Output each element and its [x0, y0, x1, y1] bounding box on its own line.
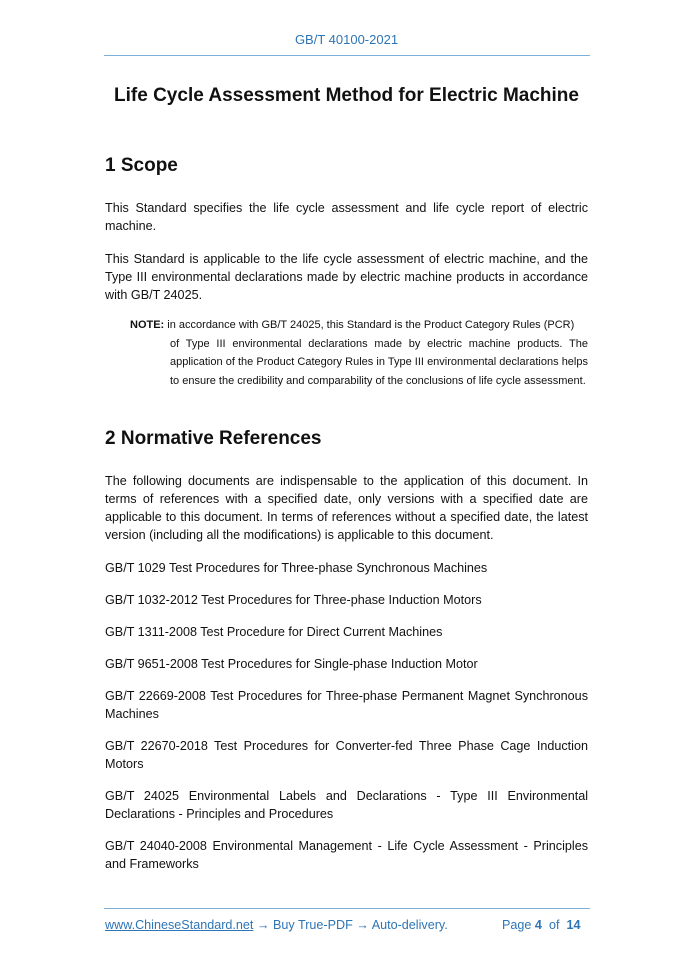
reference-item: GB/T 9651-2008 Test Procedures for Single-phase Induction Motor: [105, 657, 478, 671]
website-link[interactable]: www.ChineseStandard.net: [105, 918, 254, 932]
document-title: Life Cycle Assessment Method for Electric Machine: [114, 85, 579, 106]
current-page: 4: [534, 918, 542, 932]
page-label: Page: [502, 918, 532, 932]
scope-paragraph: This Standard specifies the life cycle assessment and life cycle report of electric machine.: [105, 201, 588, 233]
reference-item: GB/T 1311-2008 Test Procedure for Direct Current Machines: [105, 625, 443, 639]
page-indicator: [502, 918, 580, 932]
document-id-header: GB/T 40100-2021: [294, 32, 399, 47]
reference-item: GB/T 22669-2008 Test Procedures for Three-phase Permanent Magnet Synchronous Machines: [105, 689, 588, 721]
scope-note: [130, 316, 588, 390]
note-body: of Type III environmental declarations made by electric machine products. The application of the Product Category Rules in Type III environmental declarations helps to ensure the credibility and comparability of the conclusions of life cycle assessment.: [170, 337, 588, 387]
reference-item: GB/T 24040-2008 Environmental Management - Life Cycle Assessment - Principles and Frameworks: [105, 839, 588, 871]
note-label: NOTE:: [130, 319, 165, 331]
reference-item: GB/T 1032-2012 Test Procedures for Three-phase Induction Motors: [105, 593, 482, 607]
of-label: of: [548, 918, 560, 932]
reference-item: GB/T 22670-2018 Test Procedures for Converter-fed Three Phase Cage Induction Motors: [105, 739, 588, 771]
scope-paragraph: This Standard is applicable to the life cycle assessment of electric machine, and the Type III environmental declarations made by electric machine products in accordance with GB/T 24025.: [105, 252, 588, 302]
section-heading-normative-references: 2 Normative References: [105, 428, 322, 449]
footer-promo-text: → Buy True-PDF → Auto-delivery.: [253, 918, 448, 932]
total-pages: 14: [566, 918, 581, 932]
footer-promo: [105, 918, 448, 932]
note-first-line: in accordance with GB/T 24025, this Standard is the Product Category Rules (PCR): [167, 319, 575, 331]
reference-item: GB/T 24025 Environmental Labels and Declarations - Type III Environmental Declarations - Principles and Procedures: [105, 789, 588, 821]
footer-divider: [104, 908, 590, 909]
reference-item: GB/T 1029 Test Procedures for Three-phase Synchronous Machines: [105, 561, 488, 575]
references-intro-paragraph: The following documents are indispensable to the application of this document. In terms of references with a specified date, only versions with a specified date are applicable to this document. In terms of references without a specified date, the latest version (including all the modifications) is applicable to this document.: [105, 474, 588, 542]
header-divider: [104, 55, 590, 56]
section-heading-scope: 1 Scope: [105, 155, 178, 176]
